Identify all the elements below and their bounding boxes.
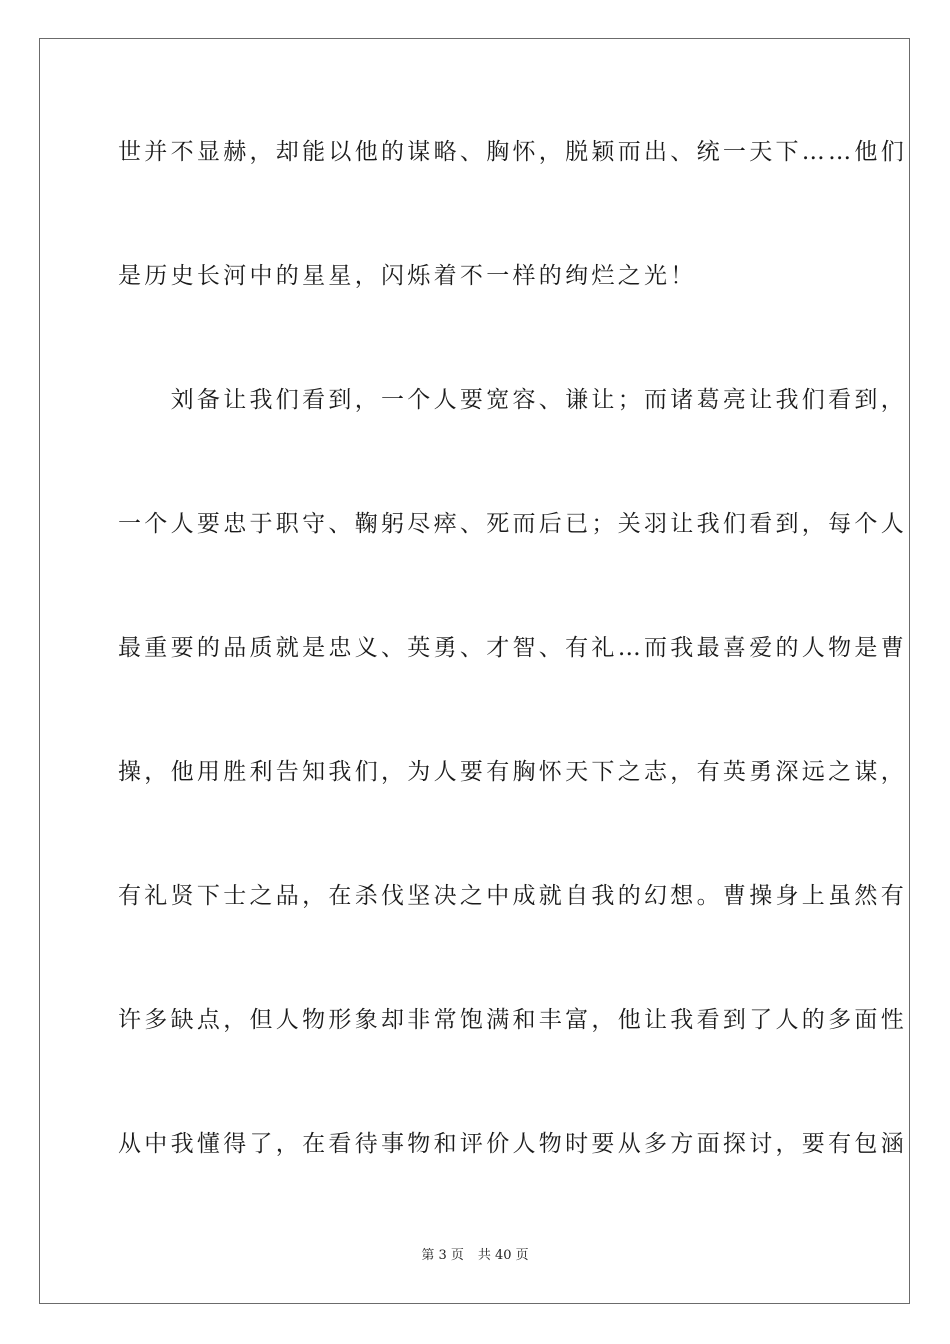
text-line: 是历史长河中的星星，闪烁着不一样的绚烂之光！ <box>118 263 697 289</box>
text-line: 有礼贤下士之品，在杀伐坚决之中成就自我的幻想。曹操身上虽然有 <box>118 883 907 909</box>
page-footer <box>0 1244 950 1263</box>
page-total: 共 40 页 <box>477 1248 529 1263</box>
text-line: 世并不显赫，却能以他的谋略、胸怀，脱颖而出、统一天下……他们 <box>118 139 907 165</box>
text-line: 许多缺点，但人物形象却非常饱满和丰富，他让我看到了人的多面性 <box>118 1007 907 1033</box>
text-line: 操，他用胜利告知我们，为人要有胸怀天下之志，有英勇深远之谋， <box>118 759 907 785</box>
text-line: 刘备让我们看到，一个人要宽容、谦让；而诸葛亮让我们看到， <box>118 387 907 413</box>
page-number: 第 3 页 <box>421 1248 464 1263</box>
text-line: 最重要的品质就是忠义、英勇、才智、有礼…而我最喜爱的人物是曹 <box>118 635 907 661</box>
text-line: 从中我懂得了，在看待事物和评价人物时要从多方面探讨，要有包涵 <box>118 1131 907 1157</box>
text-line: 一个人要忠于职守、鞠躬尽瘁、死而后已；关羽让我们看到，每个人 <box>118 511 907 537</box>
